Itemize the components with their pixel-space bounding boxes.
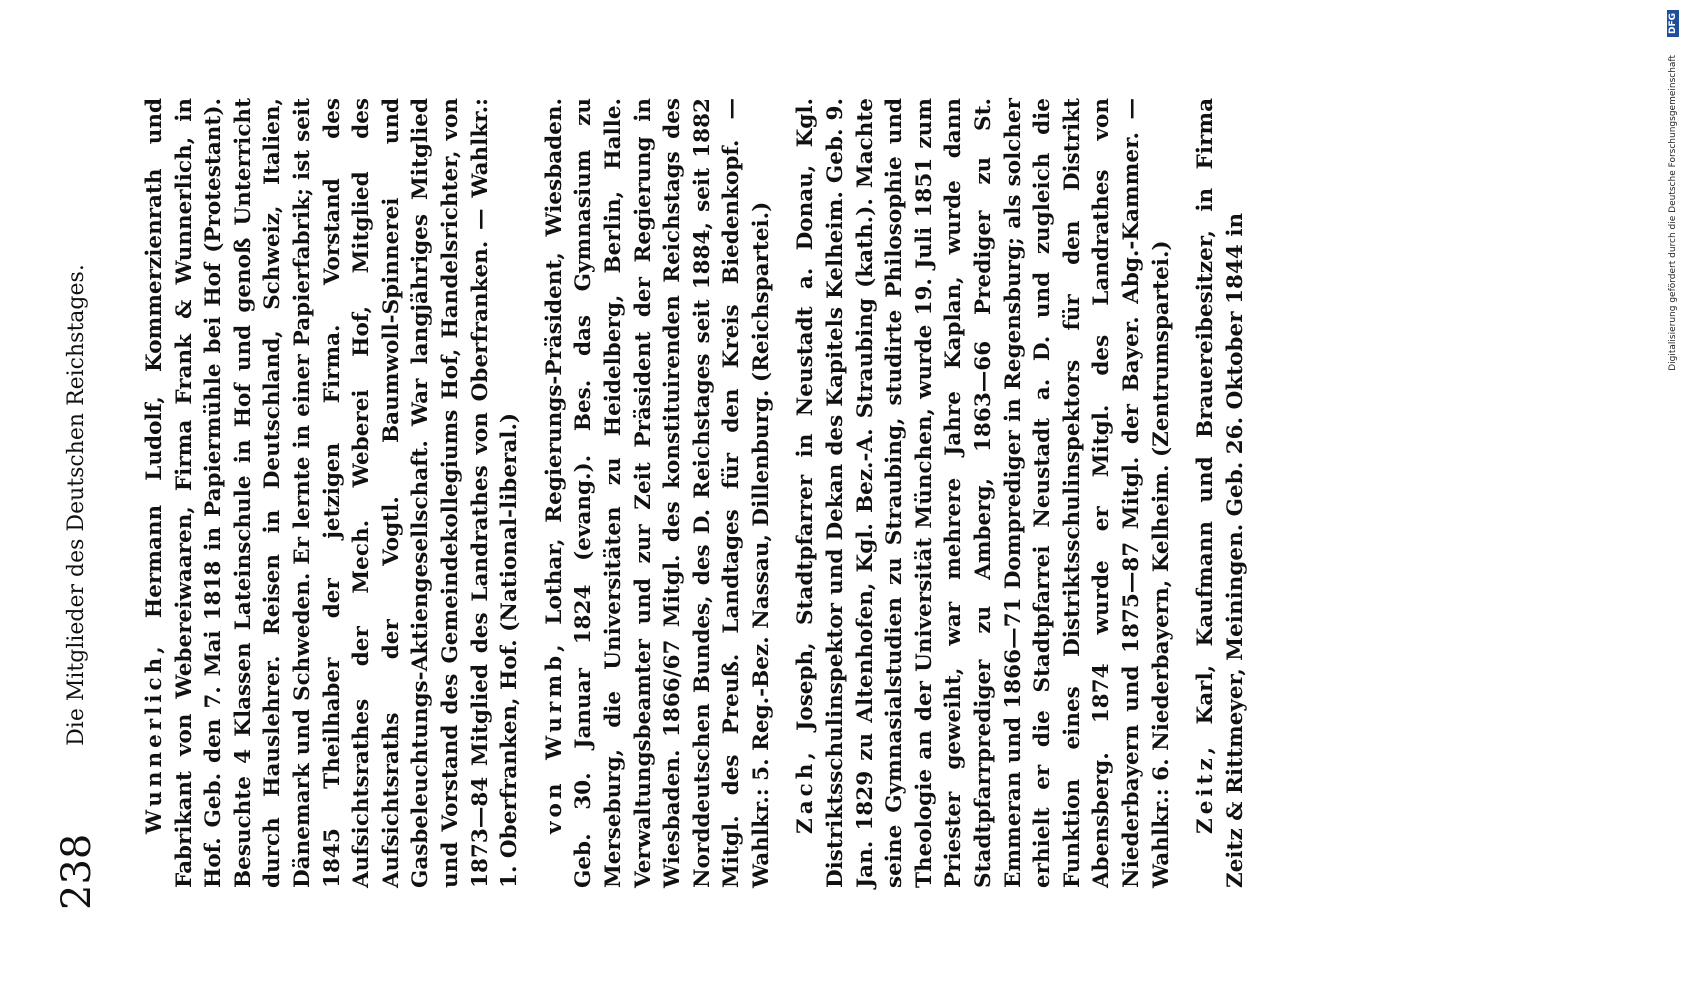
entry-text: Lothar, Regierungs-Präsident, Wiesbaden. Geb. 30. Januar 1824 (evang.). Bes. das Gymnasium zu Merseburg, die Universitäten zu Heidelberg, Berlin, Halle. Verwaltungsbeamter und zur Zeit Präsident der Regierung in Wiesbaden. 1866/67 Mitgl. des konstituirenden Reichstags des Norddeutschen Bundes, des D. Reichstages seit 1884, seit 1882 Mitgl. des Preuß. Landtages für den Kreis Biedenkopf. — Wahlkr.: 5. Reg.-Bez. Nassau, Dillenburg. (Reichspartei.) (541, 97, 774, 888)
entry-zach (791, 98, 1176, 888)
header-title: Die Mitglieder des Deutschen Reichstages. (64, 264, 89, 746)
entry-name: Zach, (793, 748, 819, 834)
page-number: 238 (54, 833, 100, 910)
entry-text: Joseph, Stadtpfarrer in Neustadt a. Donau, Kgl. Distriktsschulinspektor und Dekan des Kapitels Kelheim. Geb. 9. Jan. 1829 zu Altenhofen, Kgl. Bez.-A. Straubing (kath.). Machte seine Gymnasialstudien zu Straubing, studirte Philosophie und Theologie an der Universität München, wurde 19. Juli 1851 zum Priester geweiht, war mehrere Jahre Kaplan, wurde dann Stadtpfarrprediger zu Amberg, 1863—66 Prediger zu St. Emmeran und 1866—71 Domprediger in Regensburg; als solcher erhielt er die Stadtpfarrei Neustadt a. D. und zugleich die Funktion eines Distriktsschulinspektors für den Distrikt Abensberg. 1874 wurde er Mitgl. des Landrathes von Niederbayern und 1875—87 Mitgl. der Bayer. Abg.-Kammer. — Wahlkr.: 6. Niederbayern, Kelheim. (Zentrumspartei.) (793, 98, 1174, 888)
entry-zeitz (1191, 98, 1250, 888)
body-text (140, 98, 1265, 888)
dfg-logo: DFG (1667, 10, 1679, 37)
entry-wunnerlich (140, 98, 525, 888)
entry-von-wurmb (540, 98, 777, 888)
running-head (52, 100, 102, 910)
entry-text: Hermann Ludolf, Kommerzienrath und Fabrikant von Webereiwaaren, Firma Frank & Wunnerlich, in Hof. Geb. den 7. Mai 1818 in Papiermühle bei Hof (Protestant). Besuchte 4 Klassen Lateinschule in Hof und genoß Unterricht durch Hauslehrer. Reisen in Deutschland, Schweiz, Italien, Dänemark und Schweden. Er lernte in einer Papierfabrik; ist seit 1845 Theilhaber der jetzigen Firma. Vorstand des Aufsichtsrathes der Mech. Weberei Hof, Mitglied des Aufsichtsraths der Vogtl. Baumwoll-Spinnerei und Gasbeleuchtungs-Aktiengesellschaft. War langjähriges Mitglied und Vorstand des Gemeindekollegiums Hof, Handelsrichter, von 1873—84 Mitglied des Landrathes von Oberfranken. — Wahlkr.: 1. Oberfranken, Hof. (National-liberal.) (142, 98, 523, 888)
entry-text: Karl, Kaufmann und Brauereibesitzer, in Firma Zeitz & Rittmeyer, Meiningen. Geb. 26. Oktober 1844 in (1193, 98, 1248, 888)
digitization-credit-strip (1662, 0, 1684, 1000)
digitization-credit: Digitalisierung gefördert durch die Deutsche Forschungsgemeinschaft (1668, 55, 1678, 371)
entry-name: Zeitz, (1193, 742, 1219, 834)
entry-name: Wunnerlich, (142, 642, 167, 834)
entry-name: von Wurmb, (541, 640, 567, 834)
